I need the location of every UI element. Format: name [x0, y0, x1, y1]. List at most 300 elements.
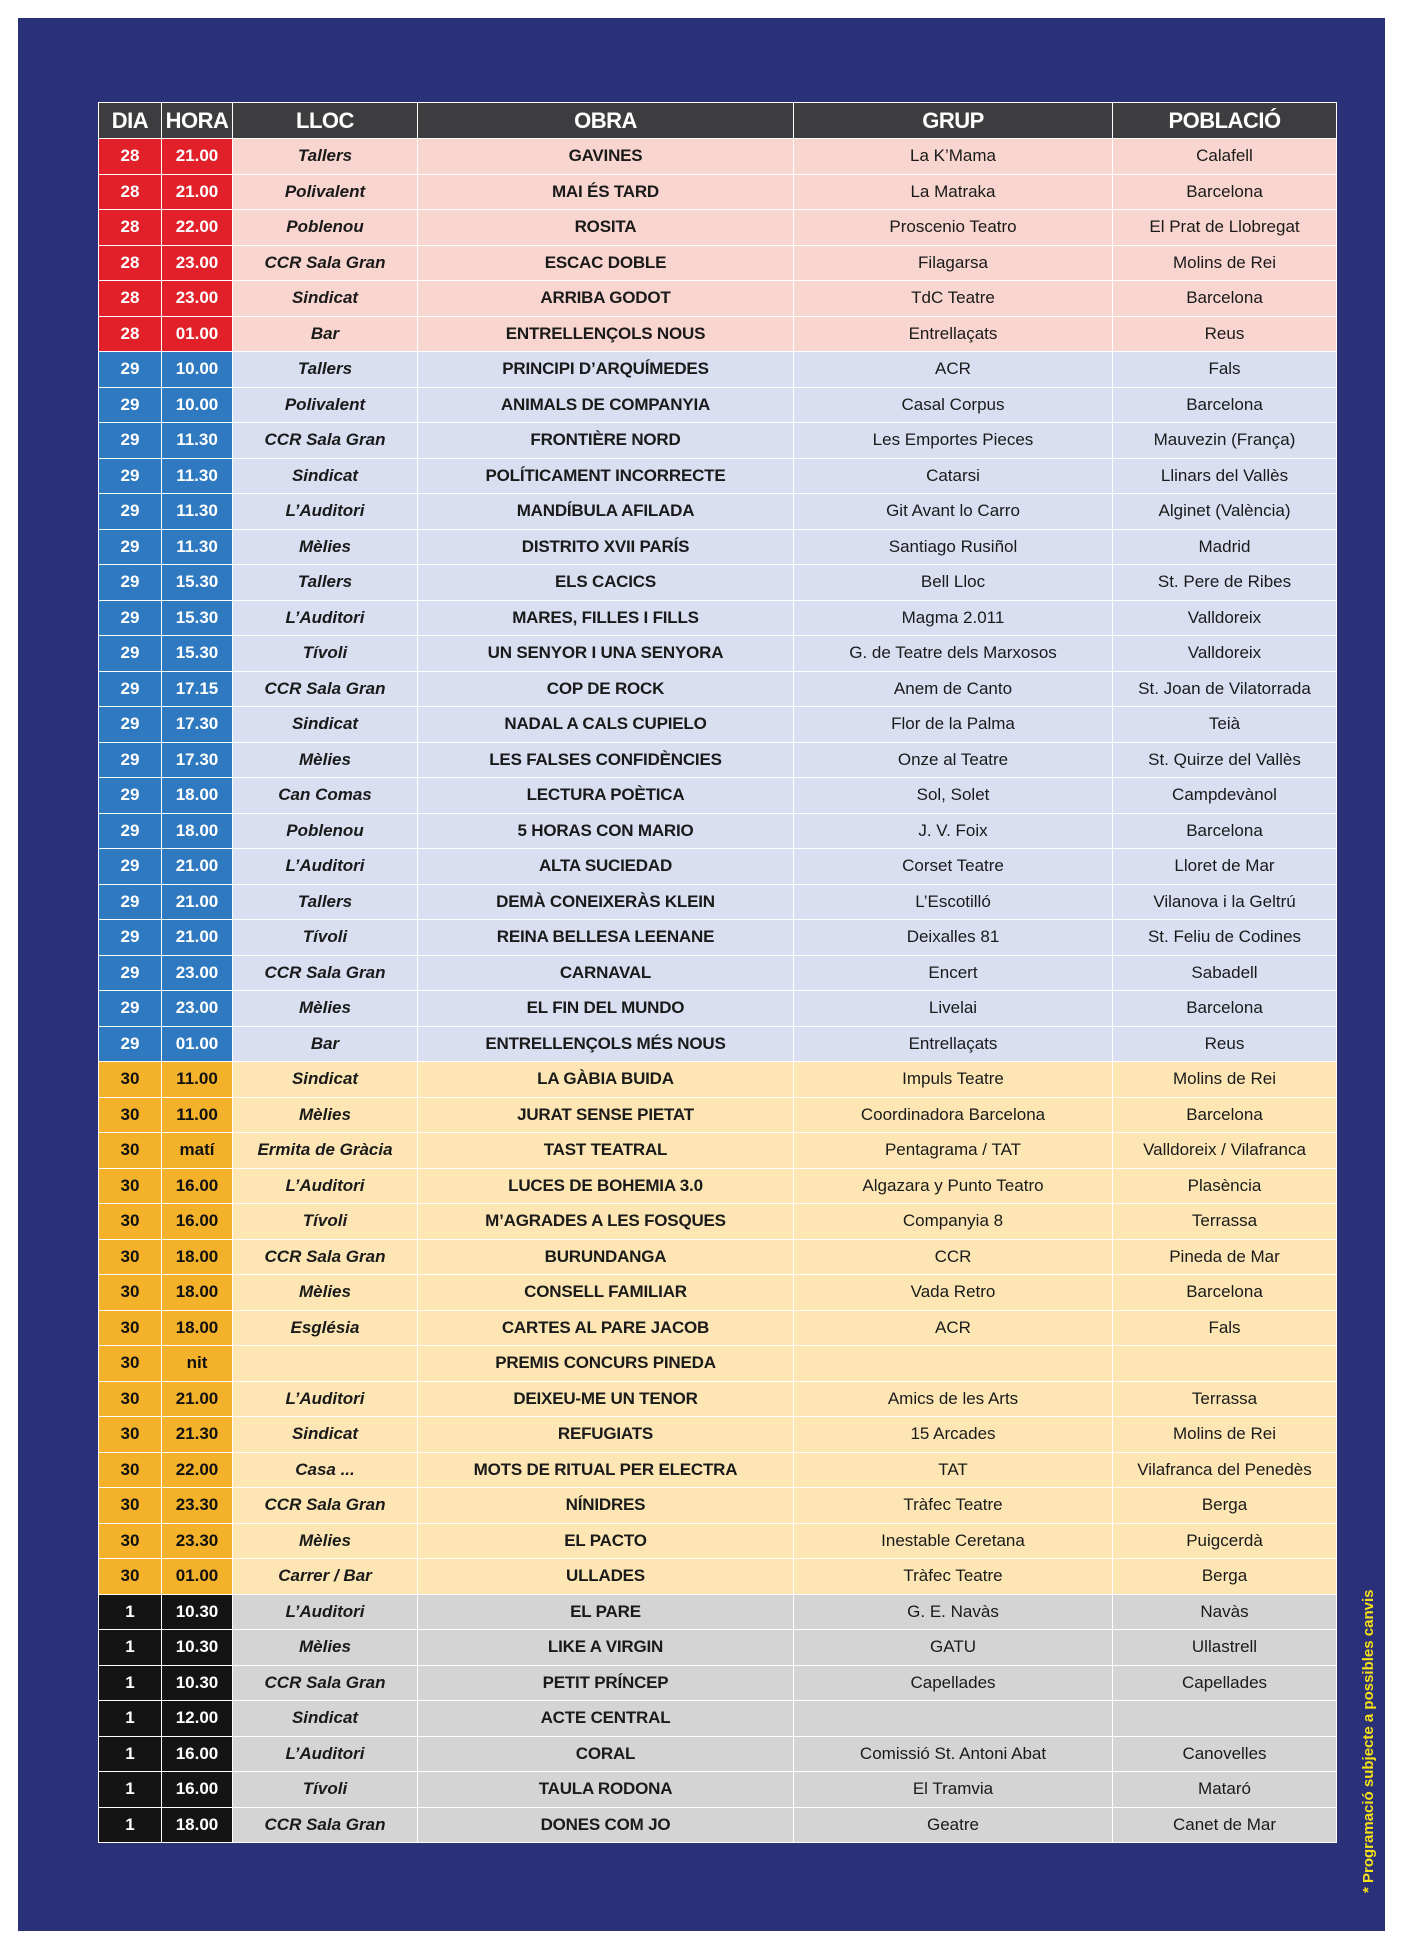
cell-dia: 30 — [99, 1310, 162, 1346]
cell-obra: LECTURA POÈTICA — [418, 778, 794, 814]
table-row — [99, 849, 1337, 885]
table-row — [99, 955, 1337, 991]
cell-dia: 30 — [99, 1204, 162, 1240]
cell-hora: 23.00 — [162, 955, 233, 991]
cell-hora: 21.00 — [162, 139, 233, 175]
changes-note — [1358, 1573, 1378, 1893]
cell-lloc: CCR Sala Gran — [233, 1488, 418, 1524]
cell-lloc: Església — [233, 1310, 418, 1346]
cell-grup: G. E. Navàs — [794, 1594, 1113, 1630]
table-row — [99, 671, 1337, 707]
cell-obra: MARES, FILLES I FILLS — [418, 600, 794, 636]
table-row — [99, 387, 1337, 423]
cell-grup: Santiago Rusiñol — [794, 529, 1113, 565]
cell-grup: ACR — [794, 1310, 1113, 1346]
table-row — [99, 565, 1337, 601]
cell-obra: 5 HORAS CON MARIO — [418, 813, 794, 849]
cell-poblacio: Molins de Rei — [1113, 1062, 1337, 1098]
cell-lloc: CCR Sala Gran — [233, 423, 418, 459]
cell-lloc: Tallers — [233, 139, 418, 175]
cell-dia: 29 — [99, 565, 162, 601]
cell-dia: 28 — [99, 316, 162, 352]
cell-lloc: CCR Sala Gran — [233, 245, 418, 281]
cell-grup: Entrellaçats — [794, 1026, 1113, 1062]
table-row — [99, 1736, 1337, 1772]
cell-lloc: Bar — [233, 1026, 418, 1062]
cell-hora: 16.00 — [162, 1168, 233, 1204]
cell-hora: 01.00 — [162, 1559, 233, 1595]
table-row — [99, 1772, 1337, 1808]
cell-grup: TdC Teatre — [794, 281, 1113, 317]
cell-hora: 10.00 — [162, 387, 233, 423]
cell-hora: 22.00 — [162, 210, 233, 246]
cell-dia: 30 — [99, 1417, 162, 1453]
table-row — [99, 423, 1337, 459]
cell-obra: TAST TEATRAL — [418, 1133, 794, 1169]
table-row — [99, 1204, 1337, 1240]
table-row — [99, 778, 1337, 814]
cell-dia: 29 — [99, 1026, 162, 1062]
cell-lloc: Tallers — [233, 565, 418, 601]
cell-hora: 15.30 — [162, 600, 233, 636]
cell-dia: 28 — [99, 245, 162, 281]
cell-obra: REFUGIATS — [418, 1417, 794, 1453]
cell-obra: LA GÀBIA BUIDA — [418, 1062, 794, 1098]
cell-dia: 29 — [99, 387, 162, 423]
cell-obra: TAULA RODONA — [418, 1772, 794, 1808]
cell-obra: POLÍTICAMENT INCORRECTE — [418, 458, 794, 494]
cell-poblacio: Ullastrell — [1113, 1630, 1337, 1666]
cell-poblacio — [1113, 1346, 1337, 1382]
cell-lloc: Sindicat — [233, 1417, 418, 1453]
table-row — [99, 1097, 1337, 1133]
cell-lloc: L’Auditori — [233, 1594, 418, 1630]
cell-grup: Filagarsa — [794, 245, 1113, 281]
cell-obra: PREMIS CONCURS PINEDA — [418, 1346, 794, 1382]
cell-grup: Casal Corpus — [794, 387, 1113, 423]
cell-poblacio: St. Quirze del Vallès — [1113, 742, 1337, 778]
cell-dia: 30 — [99, 1523, 162, 1559]
page-frame — [18, 18, 1385, 1931]
cell-dia: 30 — [99, 1488, 162, 1524]
cell-hora: 16.00 — [162, 1204, 233, 1240]
cell-dia: 29 — [99, 742, 162, 778]
cell-grup: Pentagrama / TAT — [794, 1133, 1113, 1169]
cell-lloc: Tívoli — [233, 920, 418, 956]
cell-obra: ANIMALS DE COMPANYIA — [418, 387, 794, 423]
table-row — [99, 1559, 1337, 1595]
table-row — [99, 1701, 1337, 1737]
cell-poblacio: Teià — [1113, 707, 1337, 743]
cell-poblacio: St. Joan de Vilatorrada — [1113, 671, 1337, 707]
cell-hora: 23.30 — [162, 1488, 233, 1524]
cell-lloc: Polivalent — [233, 174, 418, 210]
cell-dia: 1 — [99, 1701, 162, 1737]
table-row — [99, 813, 1337, 849]
cell-obra: ELS CACICS — [418, 565, 794, 601]
cell-grup: Magma 2.011 — [794, 600, 1113, 636]
table-row — [99, 1630, 1337, 1666]
changes-note-text: * Programació subjecte a possibles canvis — [1360, 1589, 1377, 1893]
cell-dia: 1 — [99, 1630, 162, 1666]
cell-obra: ACTE CENTRAL — [418, 1701, 794, 1737]
table-row — [99, 245, 1337, 281]
cell-lloc: Mèlies — [233, 742, 418, 778]
cell-grup: La K’Mama — [794, 139, 1113, 175]
cell-poblacio: Vilafranca del Penedès — [1113, 1452, 1337, 1488]
cell-hora: 21.30 — [162, 1417, 233, 1453]
cell-grup: Bell Lloc — [794, 565, 1113, 601]
cell-lloc: CCR Sala Gran — [233, 955, 418, 991]
cell-lloc: L’Auditori — [233, 1168, 418, 1204]
cell-dia: 30 — [99, 1239, 162, 1275]
cell-dia: 29 — [99, 991, 162, 1027]
cell-grup: GATU — [794, 1630, 1113, 1666]
table-row — [99, 1133, 1337, 1169]
cell-poblacio: St. Feliu de Codines — [1113, 920, 1337, 956]
cell-obra: ARRIBA GODOT — [418, 281, 794, 317]
cell-hora: 23.00 — [162, 991, 233, 1027]
cell-hora: 21.00 — [162, 174, 233, 210]
cell-lloc: Sindicat — [233, 458, 418, 494]
cell-dia: 1 — [99, 1772, 162, 1808]
cell-dia: 30 — [99, 1559, 162, 1595]
cell-grup: La Matraka — [794, 174, 1113, 210]
cell-dia: 30 — [99, 1133, 162, 1169]
cell-grup: Impuls Teatre — [794, 1062, 1113, 1098]
cell-lloc: L’Auditori — [233, 494, 418, 530]
cell-lloc: Polivalent — [233, 387, 418, 423]
table-row — [99, 1239, 1337, 1275]
cell-poblacio: Barcelona — [1113, 281, 1337, 317]
cell-lloc — [233, 1346, 418, 1382]
cell-dia: 30 — [99, 1062, 162, 1098]
cell-grup: ACR — [794, 352, 1113, 388]
cell-hora: 11.30 — [162, 423, 233, 459]
cell-obra: LES FALSES CONFIDÈNCIES — [418, 742, 794, 778]
cell-poblacio: Plasència — [1113, 1168, 1337, 1204]
cell-hora: 21.00 — [162, 849, 233, 885]
cell-poblacio: Berga — [1113, 1559, 1337, 1595]
cell-hora: 11.00 — [162, 1062, 233, 1098]
cell-hora: 23.30 — [162, 1523, 233, 1559]
cell-hora: 21.00 — [162, 920, 233, 956]
cell-dia: 1 — [99, 1736, 162, 1772]
cell-lloc: Poblenou — [233, 210, 418, 246]
table-row — [99, 1346, 1337, 1382]
cell-obra: DEMÀ CONEIXERÀS KLEIN — [418, 884, 794, 920]
table-row — [99, 1275, 1337, 1311]
cell-grup: Sol, Solet — [794, 778, 1113, 814]
cell-lloc: CCR Sala Gran — [233, 1807, 418, 1843]
cell-obra: ESCAC DOBLE — [418, 245, 794, 281]
cell-obra: REINA BELLESA LEENANE — [418, 920, 794, 956]
cell-dia: 28 — [99, 139, 162, 175]
cell-grup: Proscenio Teatro — [794, 210, 1113, 246]
cell-obra: FRONTIÈRE NORD — [418, 423, 794, 459]
cell-obra: MANDÍBULA AFILADA — [418, 494, 794, 530]
cell-obra: BURUNDANGA — [418, 1239, 794, 1275]
cell-dia: 30 — [99, 1097, 162, 1133]
cell-poblacio: Vilanova i la Geltrú — [1113, 884, 1337, 920]
cell-lloc: Tívoli — [233, 1204, 418, 1240]
cell-hora: 10.30 — [162, 1630, 233, 1666]
cell-poblacio: Barcelona — [1113, 1097, 1337, 1133]
cell-hora: matí — [162, 1133, 233, 1169]
table-row — [99, 210, 1337, 246]
cell-dia: 30 — [99, 1275, 162, 1311]
cell-grup: Livelai — [794, 991, 1113, 1027]
cell-dia: 29 — [99, 600, 162, 636]
table-row — [99, 316, 1337, 352]
cell-obra: ROSITA — [418, 210, 794, 246]
cell-lloc: L’Auditori — [233, 849, 418, 885]
cell-dia: 29 — [99, 778, 162, 814]
cell-dia: 1 — [99, 1807, 162, 1843]
header-dia: DIA — [99, 103, 162, 139]
cell-lloc: Mèlies — [233, 991, 418, 1027]
cell-obra: DONES COM JO — [418, 1807, 794, 1843]
cell-poblacio: Campdevànol — [1113, 778, 1337, 814]
table-row — [99, 281, 1337, 317]
cell-hora: 01.00 — [162, 316, 233, 352]
cell-hora: 12.00 — [162, 1701, 233, 1737]
cell-lloc: Sindicat — [233, 1701, 418, 1737]
cell-grup: El Tramvia — [794, 1772, 1113, 1808]
header-lloc: LLOC — [233, 103, 418, 139]
cell-grup: Algazara y Punto Teatro — [794, 1168, 1113, 1204]
cell-poblacio: Barcelona — [1113, 387, 1337, 423]
cell-dia: 29 — [99, 352, 162, 388]
cell-obra: M’AGRADES A LES FOSQUES — [418, 1204, 794, 1240]
cell-dia: 29 — [99, 884, 162, 920]
cell-obra: NÍNIDRES — [418, 1488, 794, 1524]
cell-hora: 17.15 — [162, 671, 233, 707]
cell-hora: 23.00 — [162, 245, 233, 281]
cell-lloc: L’Auditori — [233, 1736, 418, 1772]
cell-poblacio: Madrid — [1113, 529, 1337, 565]
cell-hora: 11.30 — [162, 458, 233, 494]
cell-poblacio: Terrassa — [1113, 1381, 1337, 1417]
cell-obra: CARTES AL PARE JACOB — [418, 1310, 794, 1346]
cell-hora: 01.00 — [162, 1026, 233, 1062]
cell-grup — [794, 1701, 1113, 1737]
cell-dia: 28 — [99, 210, 162, 246]
cell-hora: 18.00 — [162, 813, 233, 849]
cell-dia: 29 — [99, 671, 162, 707]
cell-grup: Corset Teatre — [794, 849, 1113, 885]
cell-poblacio: Alginet (València) — [1113, 494, 1337, 530]
cell-poblacio: Mauvezin (França) — [1113, 423, 1337, 459]
cell-grup: J. V. Foix — [794, 813, 1113, 849]
schedule-table-wrap — [98, 102, 1336, 1843]
cell-poblacio: El Prat de Llobregat — [1113, 210, 1337, 246]
cell-poblacio: Canet de Mar — [1113, 1807, 1337, 1843]
cell-grup: Tràfec Teatre — [794, 1488, 1113, 1524]
header-grup: GRUP — [794, 103, 1113, 139]
cell-poblacio: Capellades — [1113, 1665, 1337, 1701]
table-row — [99, 1026, 1337, 1062]
cell-hora: 15.30 — [162, 565, 233, 601]
table-row — [99, 352, 1337, 388]
cell-grup: Comissió St. Antoni Abat — [794, 1736, 1113, 1772]
cell-hora: 18.00 — [162, 1807, 233, 1843]
cell-lloc: CCR Sala Gran — [233, 1665, 418, 1701]
cell-lloc: Tívoli — [233, 1772, 418, 1808]
cell-lloc: Casa ... — [233, 1452, 418, 1488]
cell-obra: CONSELL FAMILIAR — [418, 1275, 794, 1311]
table-row — [99, 600, 1337, 636]
cell-grup: G. de Teatre dels Marxosos — [794, 636, 1113, 672]
cell-poblacio: Pineda de Mar — [1113, 1239, 1337, 1275]
cell-dia: 29 — [99, 813, 162, 849]
cell-poblacio: Lloret de Mar — [1113, 849, 1337, 885]
table-row — [99, 920, 1337, 956]
table-row — [99, 1807, 1337, 1843]
cell-grup: Encert — [794, 955, 1113, 991]
table-row — [99, 1381, 1337, 1417]
cell-lloc: Mèlies — [233, 1630, 418, 1666]
table-body — [99, 139, 1337, 1843]
cell-hora: 23.00 — [162, 281, 233, 317]
cell-lloc: Can Comas — [233, 778, 418, 814]
cell-poblacio: Terrassa — [1113, 1204, 1337, 1240]
table-row — [99, 1594, 1337, 1630]
cell-lloc: L’Auditori — [233, 600, 418, 636]
cell-poblacio: Reus — [1113, 316, 1337, 352]
cell-dia: 29 — [99, 529, 162, 565]
cell-grup: Deixalles 81 — [794, 920, 1113, 956]
cell-hora: 11.00 — [162, 1097, 233, 1133]
cell-hora: 18.00 — [162, 778, 233, 814]
cell-hora: 21.00 — [162, 884, 233, 920]
table-row — [99, 458, 1337, 494]
cell-poblacio: Calafell — [1113, 139, 1337, 175]
cell-obra: ULLADES — [418, 1559, 794, 1595]
cell-obra: ENTRELLENÇOLS NOUS — [418, 316, 794, 352]
cell-hora: 17.30 — [162, 742, 233, 778]
cell-grup: 15 Arcades — [794, 1417, 1113, 1453]
header-hora: HORA — [162, 103, 233, 139]
cell-poblacio: Puigcerdà — [1113, 1523, 1337, 1559]
table-row — [99, 529, 1337, 565]
cell-obra: JURAT SENSE PIETAT — [418, 1097, 794, 1133]
cell-lloc: Tívoli — [233, 636, 418, 672]
cell-lloc: Carrer / Bar — [233, 1559, 418, 1595]
table-row — [99, 1488, 1337, 1524]
cell-hora: 18.00 — [162, 1239, 233, 1275]
cell-poblacio: Navàs — [1113, 1594, 1337, 1630]
cell-grup: Geatre — [794, 1807, 1113, 1843]
cell-grup: CCR — [794, 1239, 1113, 1275]
cell-poblacio: Fals — [1113, 1310, 1337, 1346]
cell-obra: MAI ÉS TARD — [418, 174, 794, 210]
cell-obra: ALTA SUCIEDAD — [418, 849, 794, 885]
cell-obra: COP DE ROCK — [418, 671, 794, 707]
cell-poblacio: Valldoreix — [1113, 636, 1337, 672]
schedule-table — [98, 102, 1337, 1843]
table-row — [99, 636, 1337, 672]
cell-hora: 18.00 — [162, 1310, 233, 1346]
cell-hora: 15.30 — [162, 636, 233, 672]
cell-obra: LUCES DE BOHEMIA 3.0 — [418, 1168, 794, 1204]
cell-grup: Git Avant lo Carro — [794, 494, 1113, 530]
cell-hora: 16.00 — [162, 1772, 233, 1808]
cell-hora: 18.00 — [162, 1275, 233, 1311]
cell-lloc: CCR Sala Gran — [233, 1239, 418, 1275]
header-obra: OBRA — [418, 103, 794, 139]
cell-lloc: Mèlies — [233, 1275, 418, 1311]
cell-obra: GAVINES — [418, 139, 794, 175]
cell-grup: Les Emportes Pieces — [794, 423, 1113, 459]
table-row — [99, 1062, 1337, 1098]
cell-lloc: Sindicat — [233, 707, 418, 743]
cell-obra: EL PACTO — [418, 1523, 794, 1559]
cell-grup: L’Escotilló — [794, 884, 1113, 920]
cell-lloc: CCR Sala Gran — [233, 671, 418, 707]
cell-dia: 30 — [99, 1381, 162, 1417]
cell-grup: Vada Retro — [794, 1275, 1113, 1311]
cell-hora: 22.00 — [162, 1452, 233, 1488]
cell-obra: DISTRITO XVII PARÍS — [418, 529, 794, 565]
cell-obra: MOTS DE RITUAL PER ELECTRA — [418, 1452, 794, 1488]
cell-grup: Entrellaçats — [794, 316, 1113, 352]
cell-dia: 29 — [99, 494, 162, 530]
cell-grup: Catarsi — [794, 458, 1113, 494]
table-row — [99, 991, 1337, 1027]
cell-lloc: Poblenou — [233, 813, 418, 849]
cell-dia: 29 — [99, 458, 162, 494]
cell-poblacio: St. Pere de Ribes — [1113, 565, 1337, 601]
cell-poblacio: Canovelles — [1113, 1736, 1337, 1772]
cell-lloc: Mèlies — [233, 1523, 418, 1559]
cell-dia: 30 — [99, 1168, 162, 1204]
cell-lloc: Ermita de Gràcia — [233, 1133, 418, 1169]
cell-poblacio: Barcelona — [1113, 813, 1337, 849]
cell-dia: 1 — [99, 1594, 162, 1630]
cell-dia: 1 — [99, 1665, 162, 1701]
cell-lloc: Tallers — [233, 884, 418, 920]
cell-lloc: Tallers — [233, 352, 418, 388]
cell-obra: EL PARE — [418, 1594, 794, 1630]
cell-poblacio: Berga — [1113, 1488, 1337, 1524]
table-row — [99, 139, 1337, 175]
cell-hora: 10.00 — [162, 352, 233, 388]
cell-poblacio: Mataró — [1113, 1772, 1337, 1808]
cell-hora: 10.30 — [162, 1665, 233, 1701]
cell-poblacio: Barcelona — [1113, 991, 1337, 1027]
cell-poblacio: Valldoreix / Vilafranca — [1113, 1133, 1337, 1169]
cell-obra: PETIT PRÍNCEP — [418, 1665, 794, 1701]
cell-grup — [794, 1346, 1113, 1382]
cell-poblacio: Sabadell — [1113, 955, 1337, 991]
table-row — [99, 1665, 1337, 1701]
cell-grup: TAT — [794, 1452, 1113, 1488]
cell-obra: EL FIN DEL MUNDO — [418, 991, 794, 1027]
cell-obra: DEIXEU-ME UN TENOR — [418, 1381, 794, 1417]
cell-lloc: Bar — [233, 316, 418, 352]
cell-lloc: Sindicat — [233, 281, 418, 317]
cell-poblacio: Reus — [1113, 1026, 1337, 1062]
cell-dia: 28 — [99, 281, 162, 317]
cell-hora: 21.00 — [162, 1381, 233, 1417]
cell-hora: nit — [162, 1346, 233, 1382]
cell-poblacio: Molins de Rei — [1113, 245, 1337, 281]
cell-poblacio: Molins de Rei — [1113, 1417, 1337, 1453]
cell-grup: Tràfec Teatre — [794, 1559, 1113, 1595]
table-row — [99, 1310, 1337, 1346]
cell-hora: 10.30 — [162, 1594, 233, 1630]
